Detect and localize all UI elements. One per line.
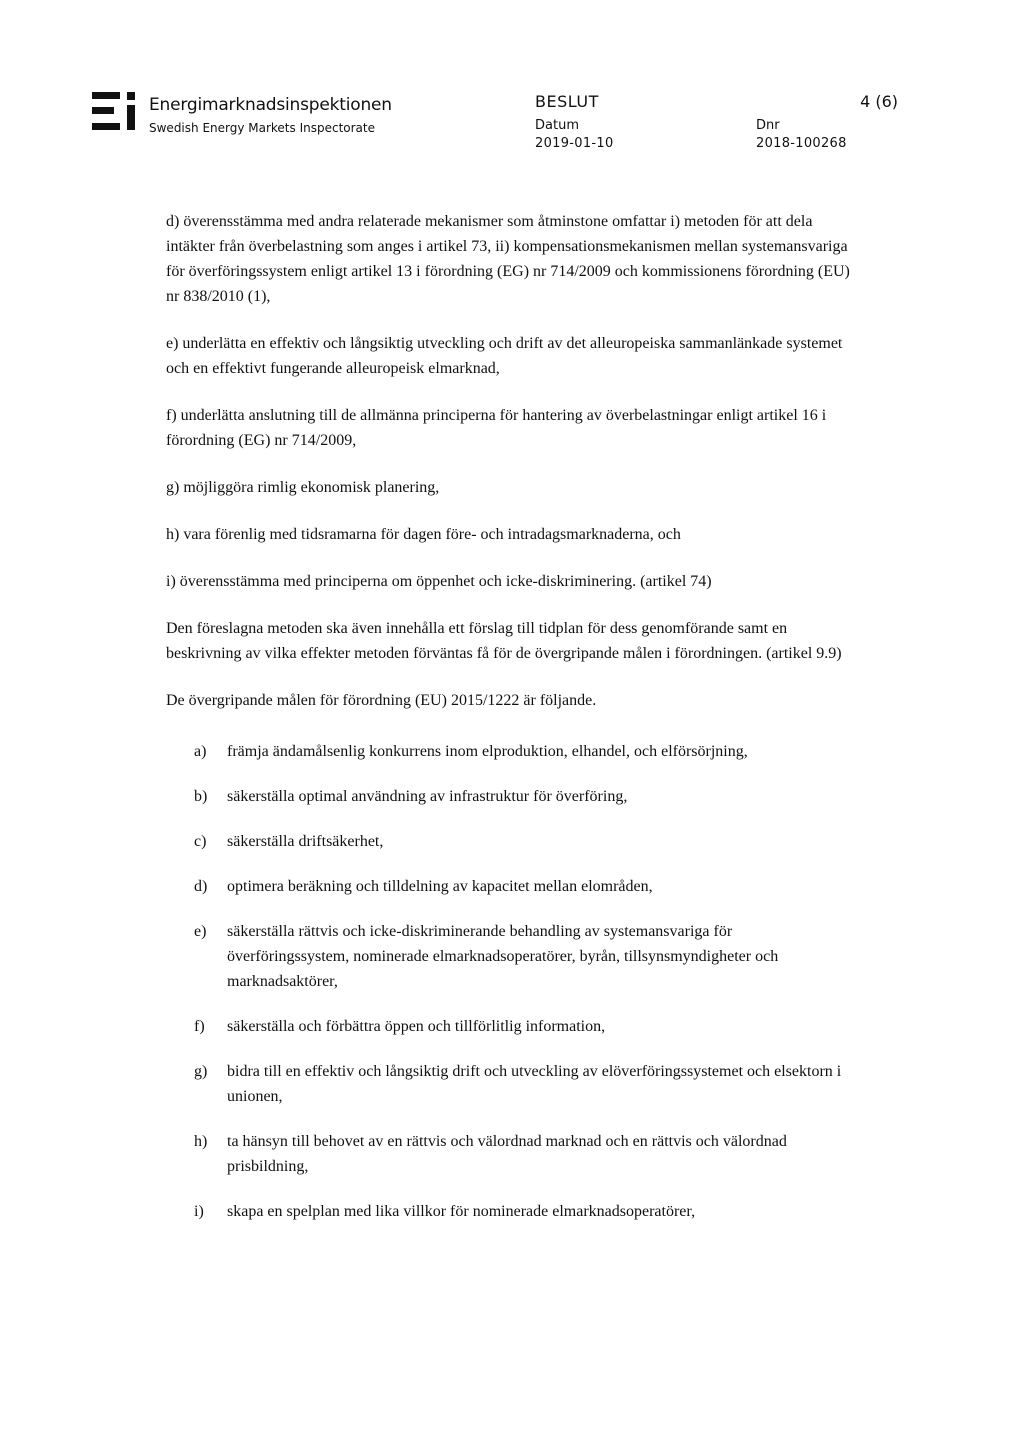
list-item-letter: e) [194, 923, 207, 940]
list-item-text: säkerställa driftsäkerhet, [227, 833, 384, 850]
ei-logo [92, 92, 136, 130]
list-item-text: säkerställa och förbättra öppen och tillförlitlig information, [227, 1018, 606, 1035]
organization-subtitle: Swedish Energy Markets Inspectorate [149, 121, 375, 135]
list-item-letter: f) [194, 1018, 205, 1035]
list-item [166, 1199, 856, 1224]
paragraph-i: i) överensstämma med principerna om öppenhet och icke-diskriminering. (artikel 74) [166, 573, 712, 590]
paragraph-objectives-intro: De övergripande målen för förordning (EU) 2015/1222 är följande. [166, 692, 597, 709]
list-item-text: ta hänsyn till behovet av en rättvis och välordnad marknad och en rättvis och välordnad prisbildning, [227, 1133, 787, 1175]
list-item-text: främja ändamålsenlig konkurrens inom elproduktion, elhandel, och elförsörjning, [227, 743, 748, 760]
list-item [166, 739, 856, 764]
list-item-text: bidra till en effektiv och långsiktig drift och utveckling av elöverföringssystemet och elsektorn i unionen, [227, 1063, 842, 1105]
paragraph-f: f) underlätta anslutning till de allmänna principerna för hantering av överbelastningar enligt artikel 16 i förordning (EG) nr 714/2009, [166, 407, 827, 449]
list-item [166, 1059, 856, 1109]
list-item [166, 874, 856, 899]
list-item-text: säkerställa rättvis och icke-diskriminerande behandling av systemansvariga för överföringssystem, nominerade elmarknadsoperatörer, byrån, tillsynsmyndigheter och marknadsaktörer, [227, 923, 779, 990]
dnr-value: 2018-100268 [756, 136, 847, 151]
document-body [166, 209, 856, 1244]
paragraph-d: d) överensstämma med andra relaterade mekanismer som åtminstone omfattar i) metoden för att dela intäkter från överbelastning som anges i artikel 73, ii) kompensationsmekanismen mellan systemansvariga för överföringssystem enligt artikel 13 i förordning (EG) nr 714/2009 och kommissionens förordning (EU) nr 838/2010 (1), [166, 213, 850, 305]
document-type: BESLUT [535, 92, 599, 111]
list-item-letter: i) [194, 1203, 204, 1220]
objectives-list [166, 739, 856, 1224]
document-header [0, 0, 1024, 160]
list-item-text: optimera beräkning och tilldelning av kapacitet mellan elområden, [227, 878, 653, 895]
list-item-text: skapa en spelplan med lika villkor för nominerade elmarknadsoperatörer, [227, 1203, 696, 1220]
paragraph-h: h) vara förenlig med tidsramarna för dagen före- och intradagsmarknaderna, och [166, 526, 681, 543]
list-item [166, 1014, 856, 1039]
date-label: Datum [535, 118, 579, 133]
paragraph-method: Den föreslagna metoden ska även innehålla ett förslag till tidplan för dess genomförande samt en beskrivning av vilka effekter metoden förväntas få för de övergripande målen i förordningen. (artikel 9.9) [166, 620, 842, 662]
paragraph-e: e) underlätta en effektiv och långsiktig utveckling och drift av det alleuropeiska sammanlänkade systemet och en effektivt fungerande alleuropeisk elmarknad, [166, 335, 843, 377]
list-item [166, 784, 856, 809]
dnr-label: Dnr [756, 118, 780, 133]
list-item-letter: b) [194, 788, 208, 805]
list-item [166, 829, 856, 854]
list-item-letter: g) [194, 1063, 208, 1080]
organization-name: Energimarknadsinspektionen [149, 95, 392, 115]
list-item-letter: a) [194, 743, 207, 760]
list-item [166, 1129, 856, 1179]
list-item-letter: d) [194, 878, 208, 895]
list-item-letter: h) [194, 1133, 208, 1150]
list-item-text: säkerställa optimal användning av infrastruktur för överföring, [227, 788, 628, 805]
list-item [166, 919, 856, 994]
paragraph-g: g) möjliggöra rimlig ekonomisk planering, [166, 479, 440, 496]
list-item-letter: c) [194, 833, 207, 850]
page-number: 4 (6) [860, 92, 898, 111]
date-value: 2019-01-10 [535, 136, 614, 151]
